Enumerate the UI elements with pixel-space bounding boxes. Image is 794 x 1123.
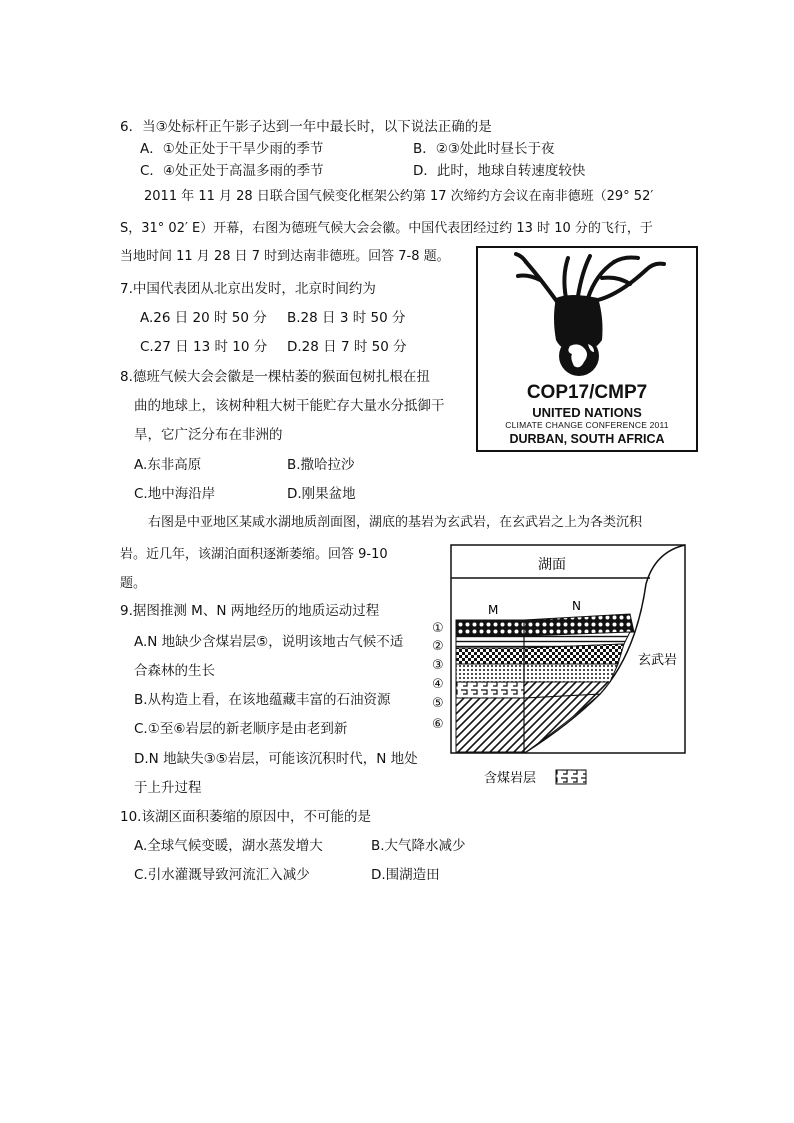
layer-label-1-outer: ①: [432, 621, 444, 636]
cop17-logo: [476, 246, 698, 452]
intro910-line3: 题。: [120, 576, 147, 591]
layer-label-2: ②: [432, 639, 444, 654]
q9-option-b: B.从构造上看，在该地蕴藏丰富的石油资源: [134, 692, 391, 708]
q10-stem: 10.该湖区面积萎缩的原因中，不可能的是: [120, 809, 371, 825]
q8-option-d: D.刚果盆地: [287, 486, 356, 502]
logo-title: COP17/CMP7: [526, 382, 648, 403]
intro910-line1: 右图是中亚地区某咸水湖地质剖面图，湖底的基岩为玄武岩，在玄武岩之上为各类沉积: [148, 515, 643, 530]
q9-option-d-line1: D.N 地缺失③⑤岩层，可能该沉积时代，N 地处: [134, 751, 418, 767]
geologic-cross-section: [450, 544, 686, 788]
q6-stem: 6．当③处标杆正午影子达到一年中最长时，以下说法正确的是: [120, 119, 492, 135]
n-label: N: [572, 599, 581, 613]
coal-legend-label: 含煤岩层: [484, 771, 537, 786]
logo-subtitle: UNITED NATIONS: [532, 405, 642, 420]
m-label: M: [488, 603, 499, 617]
layer-label-4: ④: [432, 677, 444, 692]
q10-option-d: D.围湖造田: [371, 867, 440, 883]
q8-option-c: C.地中海沿岸: [134, 486, 216, 502]
q9-option-d-line2: 于上升过程: [134, 780, 202, 796]
q9-stem: 9.据图推测 M、N 两地经历的地质运动过程: [120, 603, 380, 619]
q6-option-a: A．①处正处于干旱少雨的季节: [140, 141, 324, 157]
q7-stem: 7.中国代表团从北京出发时，北京时间约为: [120, 281, 376, 297]
q9-option-a-line1: A.N 地缺少含煤岩层⑤，说明该地古气候不适: [134, 634, 404, 650]
q7-option-b: B.28 日 3 时 50 分: [287, 310, 406, 326]
intro78-line2: S，31° 02′ E）开幕，右图为德班气候大会会徽。中国代表团经过约 13 时 10 分的飞行，于: [120, 221, 653, 236]
q6-option-c: C．④处正处于高温多雨的季节: [140, 163, 324, 179]
q9-option-c: C.①至⑥岩层的新老顺序是由老到新: [134, 721, 348, 737]
q8-line2: 曲的地球上，该树种粗大树干能贮存大量水分抵御干: [134, 398, 445, 414]
logo-conference: CLIMATE CHANGE CONFERENCE 2011: [505, 420, 669, 430]
coal-legend-swatch: [556, 770, 586, 784]
layer-label-5: ⑤: [432, 696, 444, 711]
q9-option-a-line2: 合森林的生长: [134, 663, 215, 679]
q8-option-a: A.东非高原: [134, 457, 202, 473]
intro910-line2: 岩。近几年，该湖泊面积逐渐萎缩。回答 9-10: [120, 547, 388, 562]
q8-line3: 旱，它广泛分布在非洲的: [134, 427, 283, 443]
basalt-label: 玄武岩: [638, 653, 678, 668]
intro78-line3: 当地时间 11 月 28 日 7 时到达南非德班。回答 7-8 题。: [120, 249, 450, 264]
q10-option-b: B.大气降水减少: [371, 838, 466, 854]
lake-surface-label: 湖面: [538, 557, 566, 573]
q10-option-a: A.全球气候变暖，湖水蒸发增大: [134, 838, 323, 854]
q8-option-b: B.撒哈拉沙: [287, 457, 355, 473]
q6-option-d: D．此时，地球自转速度较快: [413, 163, 586, 179]
q6-option-b: B．②③处此时昼长于夜: [413, 141, 555, 157]
q7-option-d: D.28 日 7 时 50 分: [287, 339, 407, 355]
q7-option-c: C.27 日 13 时 10 分: [140, 339, 268, 355]
logo-location: DURBAN, SOUTH AFRICA: [509, 432, 665, 446]
layer-label-3: ③: [432, 658, 444, 673]
q7-option-a: A.26 日 20 时 50 分: [140, 310, 267, 326]
q8-line1: 8.德班气候大会会徽是一棵枯萎的猴面包树扎根在扭: [120, 369, 430, 385]
q10-option-c: C.引水灌溉导致河流汇入减少: [134, 867, 310, 883]
layer-label-6: ⑥: [432, 717, 444, 732]
intro78-line1: 2011 年 11 月 28 日联合国气候变化框架公约第 17 次缔约方会议在南非德班（29° 52′: [144, 189, 654, 204]
baobab-tree-icon: [478, 248, 696, 378]
